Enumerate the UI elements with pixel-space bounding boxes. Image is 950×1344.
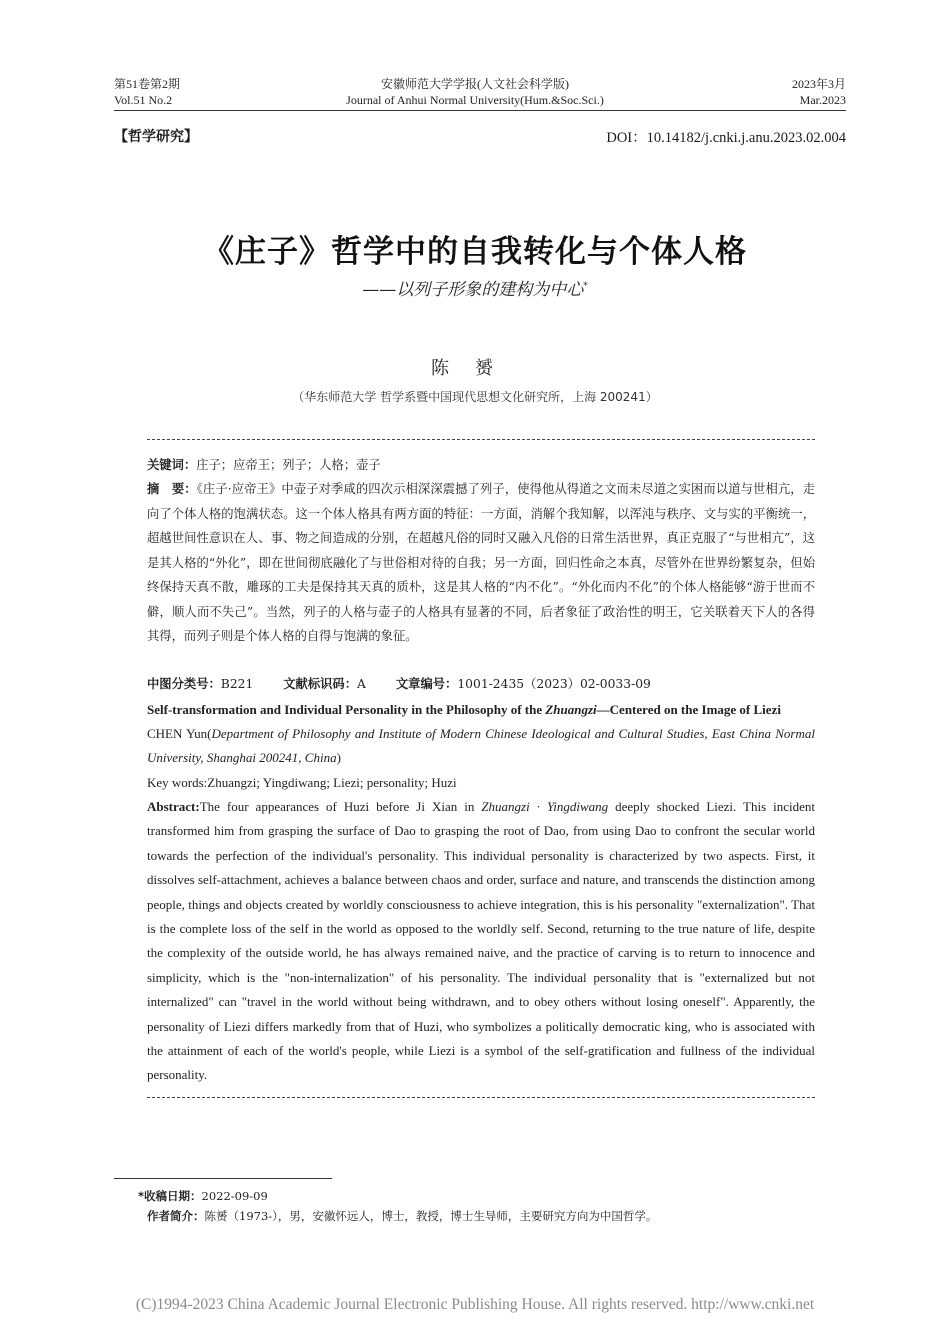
title-en [147,698,815,722]
abstract-zh [147,477,815,649]
keywords-zh [147,453,815,478]
volume-en: Vol.51 No.2 [114,93,173,107]
keywords-zh-text: 庄子；应帝王；列子；人格；壶子 [196,458,381,472]
article-number-value: 1001-2435（2023）02-0033-09 [457,677,651,691]
received-date [138,1188,268,1204]
issue-date-zh: 2023年3月 [791,77,846,91]
keywords-zh-label: 关键词： [147,458,197,472]
author-en: CHEN Yun(Department of Philosophy and Institute of Modern Chinese Ideological and Cultural Studies, East China Normal University, Shanghai 200241, China) [147,726,815,766]
volume-zh: 第51卷第2期 [114,77,181,91]
keywords-en [147,771,815,795]
abstract-en [147,795,815,1088]
issue-date [792,76,846,108]
affiliation: （华东师范大学 哲学系暨中国现代思想文化研究所，上海 200241） [292,390,658,404]
abstract-en-label: Abstract: [147,799,200,814]
title-en-part2: —Centered on the Image of Liezi [596,702,781,717]
abstract-en-text-b: deeply shocked Liezi. This incident transformed him from grasping the surface of Dao to grasping the root of Dao, from using Dao to confront the secular world towards the perfection of the individual's personality. This individual personality is characterized by two aspects. First, it dissolves self-attachment, achieves a balance between chaos and order, surface and nature, and transcends the distinction among people, things and objects created by worldly consciousness to achieve integration, this is his personality "externalization". That is the complete loss of the self in the world as opposed to the worldly self. Second, returning to the true nature of life, despite the complexity of the outside world, he has always remained naive, and the practice of carving is to return to innocence and simplicity, which is the "non-internalization" of his personality. The individual personality that is "externalized but not internalized" can "travel in the world without being withdrawn, and to obey others without losing oneself". Apparently, the personality of Liezi differs markedly from that of Huzi, who symbolizes a politically democratic king, who is associated with the attainment of each of the world's people, while Liezi is a symbol of the self-gratification and fullness of the individual personality. [147,799,815,1083]
clc-value: B221 [220,677,254,691]
abstract-en-text-a: The four appearances of Huzi before Ji Xian in [199,799,482,814]
author-en-affiliation: Department of Philosophy and Institute of Modern Chinese Ideological and Cultural Studies, East China Normal University, Shanghai 200241, China [147,726,815,766]
clc-label: 中图分类号： [147,677,221,691]
author-bio-value: 陈赟（1973-），男，安徽怀远人，博士，教授，博士生导师，主要研究方向为中国哲学。 [204,1209,658,1223]
article-number-label: 文章编号： [395,677,458,691]
title-en-part1: Self-transformation and Individual Personality in the Philosophy of the [147,702,546,717]
top-divider [147,439,815,440]
copyright-notice: (C)1994-2023 China Academic Journal Electronic Publishing House. All rights reserved. http://www.cnki.net [135,1296,815,1313]
author-bio-label: 作者简介： [147,1209,205,1223]
header-rule [114,110,846,111]
classification-line [147,674,677,692]
section-label: 【哲学研究】 [114,129,198,145]
footnote-rule [114,1178,332,1179]
abstract-en-italic: Zhuangzi · Yingdiwang [481,799,609,814]
subtitle-text: ——以列子形象的建构为中心 [362,280,584,300]
subtitle-footnote-mark: * [583,281,588,292]
keywords-en-label: Key words: [147,775,208,790]
document-code [283,677,366,691]
issue-date-en: Mar.2023 [799,93,846,107]
doi[interactable]: DOI：10.14182/j.cnki.j.anu.2023.02.004 [606,130,846,146]
paper-subtitle [0,275,950,300]
article-number [396,677,651,691]
received-date-label: *收稿日期： [138,1189,202,1203]
received-date-value: 2022-09-09 [201,1189,268,1203]
clc-number [147,677,253,691]
abstract-zh-label: 摘 要： [147,482,197,496]
journal-name-zh: 安徽师范大学学报(人文社会科学版) [381,77,569,91]
document-code-label: 文献标识码： [283,677,358,691]
keywords-en-text: Zhuangzi; Yingdiwang; Liezi; personality; Huzi [207,775,457,790]
paper-title: 《庄子》哲学中的自我转化与个体人格 [203,234,747,270]
title-en-italic: Zhuangzi [545,702,597,717]
document-code-value: A [357,677,366,691]
journal-name-en: Journal of Anhui Normal University(Hum.&Soc.Sci.) [346,93,604,107]
author-bio [147,1208,657,1224]
author-en-name: CHEN Yun [147,726,208,741]
author-name: 陈赟 [431,358,519,379]
bottom-divider [147,1097,815,1098]
abstract-zh-text: 《庄子·应帝王》中壶子对季咸的四次示相深深震撼了列子，使得他从得道之文而未尽道之实困而以道与世相亢，走向了个体人格的饱满状态。这一个体人格具有两方面的特征：一方面，消解个我知解，以浑沌与秩序、文与实的平衡统一，超越世间性意识在人、事、物之间造成的分别，在超越凡俗的同时又融入凡俗的日常生活世界，真正克服了“与世相亢”，这是其人格的“外化”，即在世间彻底融化了与世俗相对待的自我；另一方面，回归性命之本真，尽管外在世界纷繁复杂，但始终保持天真不散，雕琢的工夫是保持其天真的质朴，这是其人格的“内不化”。“外化而内不化”的个体人格能够“游于世而不僻，顺人而不失己”。当然，列子的人格与壶子的人格具有显著的不同，后者象征了政治性的明王，它关联着天下人的各得其得，而列子则是个体人格的自得与饱满的象征。 [147,482,815,643]
